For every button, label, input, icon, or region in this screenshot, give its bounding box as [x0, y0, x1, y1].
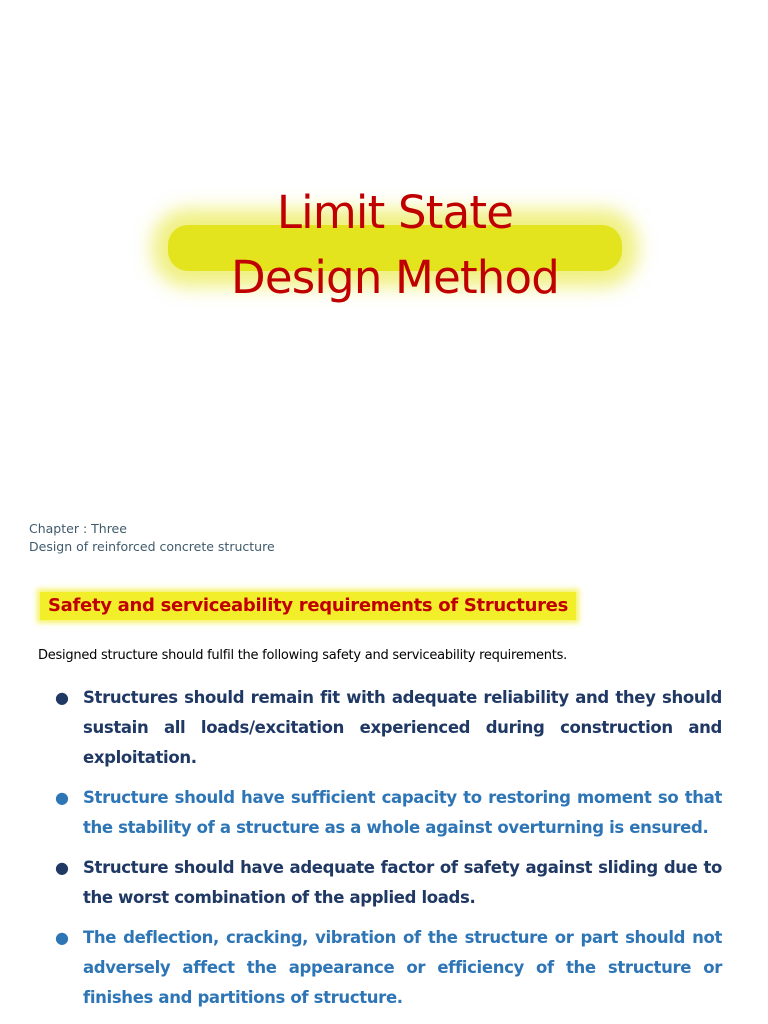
list-item-text: Structure should have sufficient capacity to restoring moment so that the stability of a structure as a whole against overturning is ensured. — [83, 788, 722, 837]
chapter-number: Chapter : Three — [29, 521, 127, 536]
list-item — [48, 853, 722, 913]
bullet-icon: ● — [55, 788, 69, 807]
section-intro: Designed structure should fulfil the following safety and serviceability requirements. — [38, 648, 567, 663]
title-line-2: Design Method — [230, 251, 560, 304]
list-item-text: Structure should have adequate factor of safety against sliding due to the worst combination of the applied loads. — [83, 858, 722, 907]
title-line-1: Limit State — [276, 186, 514, 239]
list-item — [48, 923, 722, 1013]
list-item — [48, 783, 722, 843]
section-heading: Safety and serviceability requirements of Structures — [48, 595, 569, 616]
chapter-info — [29, 520, 275, 556]
bullet-icon: ● — [55, 858, 69, 877]
list-item-text: The deflection, cracking, vibration of the structure or part should not adversely affect the appearance or efficiency of the structure or finishes and partitions of structure. — [83, 928, 722, 1007]
page-title — [0, 180, 768, 310]
list-item — [48, 683, 722, 773]
bullet-icon: ● — [55, 688, 69, 707]
bullet-icon: ● — [55, 928, 69, 947]
requirements-list — [48, 683, 722, 1013]
chapter-subject: Design of reinforced concrete structure — [29, 539, 275, 554]
list-item-text: Structures should remain fit with adequate reliability and they should sustain all loads/excitation experienced during construction and exploitation. — [83, 688, 722, 767]
section-heading-highlight — [40, 592, 576, 620]
